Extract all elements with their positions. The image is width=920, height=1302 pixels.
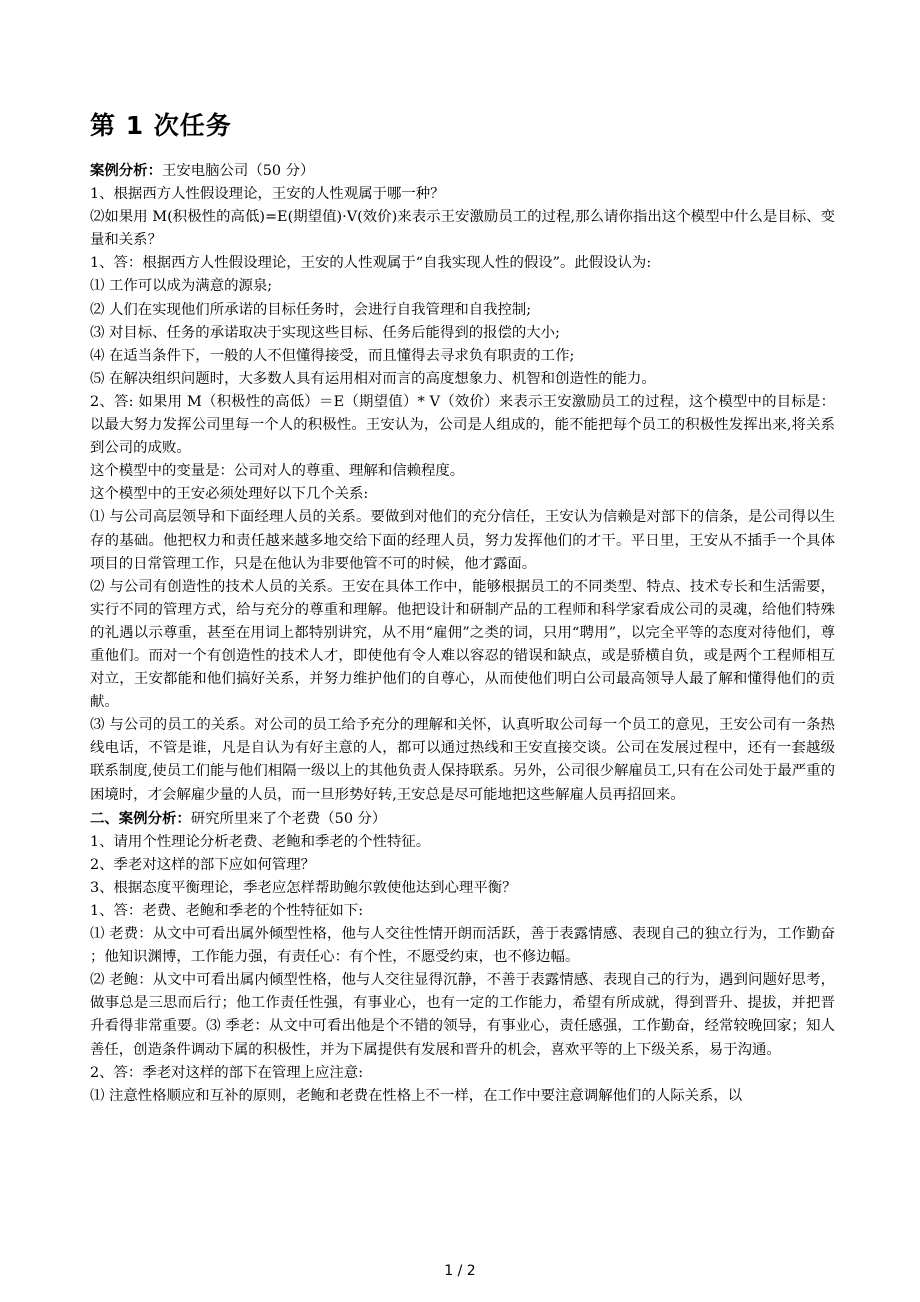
case2-answer-2-point: ⑴ 注意性格顺应和互补的原则，老鲍和老费在性格上不一样，在工作中要注意调解他们的人际关系，以: [90, 1087, 743, 1104]
case1-answer-1-point: ⑷ 在适当条件下，一般的人不但懂得接受，而且懂得去寻求负有职责的工作;: [90, 347, 575, 364]
case1-label: 案例分析：: [90, 162, 162, 179]
page-number: 1 / 2: [444, 1263, 476, 1279]
case1-title: 王安电脑公司（50 分）: [161, 163, 315, 179]
case2-answer-1-point: ⑴ 老费：从文中可看出属外倾型性格，他与人交往性情开朗而活跃，善于表露情感、表现自己的独立行为，工作勤奋 ；他知识渊博，工作能力强，有责任心：有个性，不愿受约束，也不修边幅。: [90, 926, 835, 966]
case1-relation: ⑵ 与公司有创造性的技术人员的关系。王安在具体工作中，能够根据员工的不同类型、特点、技术专长和生活需要，实行不同的管理方式，给与充分的尊重和理解。他把设计和研制产品的工程师和科学家看成公司的灵魂，给他们特殊的礼遇以示尊重，甚至在用词上都特别讲究，从不用“雇佣”之类的词，只用“聘用”，以完全平等的态度对待他们，尊重他们。而对一个有创造性的技术人才，即使他有令人难以容忍的错误和缺点，或是骄横自负，或是两个工程师相互对立，王安都能和他们搞好关系，并努力维护他们的自尊心，从而使他们明白公司最高领导人最了解和懂得他们的贡献。: [90, 578, 835, 711]
case1-answer-1-point: ⑴ 工作可以成为满意的源泉;: [90, 278, 273, 295]
document-body: [90, 159, 835, 1108]
case2-label: 二、案例分析：: [90, 809, 191, 827]
case2-answer-1-point: ⑵ 老鲍：从文中可看出属内倾型性格，他与人交往显得沉静，不善于表露情感、表现自己的行为，遇到问题好思考，做事总是三思而后行；他工作责任性强，有事业心，也有一定的工作能力，希望有所成就，得到晋升、提拔，并把晋升看得非常重要。⑶ 季老：从文中可看出他是个不错的领导，有事业心，责任感强，工作勤奋，经常较晚回家；知人善任，创造条件调动下属的积极性，并为下属提供有发展和晋升的机会，喜欢平等的上下级关系，易于沟通。: [90, 972, 835, 1058]
case1-question-1: 1、根据西方人性假设理论，王安的人性观属于哪一种？: [90, 186, 445, 203]
case1-answer-1-point: ⑵ 人们在实现他们所承诺的目标任务时，会进行自我管理和自我控制;: [90, 301, 532, 318]
case1-question-2: ⑵如果用 M(积极性的高低)=E(期望值)·V(效价)来表示王安激励员工的过程,那么请你指出这个模型中什么是目标、变量和关系？: [90, 209, 835, 249]
case1-answer-2: 2、答: 如果用 M（积极性的高低）＝E（期望值）* V（效价）来表示王安激励员工的过程，这个模型中的目标是：以最大努力发挥公司里每一个人的积极性。王安认为，公司是人组成的，能不能把每个员工的积极性发挥出来,将关系到公司的成败。: [90, 393, 835, 457]
case1-relation: ⑶ 与公司的员工的关系。对公司的员工给予充分的理解和关怀，认真听取公司每一个员工的意见，王安公司有一条热线电话，不管是谁，凡是自认为有好主意的人，都可以通过热线和王安直接交谈。公司在发展过程中，还有一套越级联系制度,使员工们能与他们相隔一级以上的其他负责人保持联系。另外，公司很少解雇员工,只有在公司处于最严重的困境时，才会解雇少量的人员，而一旦形势好转,王安总是尽可能地把这些解雇人员再招回来。: [90, 717, 835, 803]
page-title: 第 1 次任务: [90, 111, 232, 140]
case1-heading: [90, 159, 835, 183]
case2-heading: [90, 807, 835, 831]
case1-relation: ⑴ 与公司高层领导和下面经理人员的关系。要做到对他们的充分信任，王安认为信赖是对部下的信条，是公司得以生存的基础。他把权力和责任越来越多地交给下面的经理人员，努力发挥他们的才干。平日里，王安从不插手一个具体项目的日常管理工作，只是在他认为非要他管不可的时候，他才露面。: [90, 509, 835, 572]
case2-answer-2: 2、答：季老对这样的部下在管理上应注意:: [90, 1064, 364, 1081]
case1-answer-1: 1、答：根据西方人性假设理论，王安的人性观属于“自我实现人性的假设”。此假设认为:: [90, 255, 652, 272]
case1-answer-1-point: ⑶ 对目标、任务的承诺取决于实现这些目标、任务后能得到的报偿的大小;: [90, 324, 560, 341]
case2-answer-1: 1、答：老费、老鲍和季老的个性特征如下:: [90, 903, 364, 919]
case2-question: 3、根据态度平衡理论，季老应怎样帮助鲍尔敦使他达到心理平衡？: [90, 879, 517, 896]
case1-answer-1-point: ⑸ 在解决组织问题时，大多数人具有运用相对而言的高度想象力、机智和创造性的能力。: [90, 370, 656, 387]
case2-question: 1、请用个性理论分析老费、老鲍和季老的个性特征。: [90, 833, 431, 850]
case2-title: 研究所里来了个老费（50 分）: [190, 810, 387, 827]
case1-answer-2-relations-intro: 这个模型中的王安必须处理好以下几个关系:: [90, 486, 369, 503]
case2-question: 2、季老对这样的部下应如何管理？: [90, 856, 316, 873]
case1-answer-2-variable: 这个模型中的变量是：公司对人的尊重、理解和信赖程度。: [90, 463, 465, 480]
